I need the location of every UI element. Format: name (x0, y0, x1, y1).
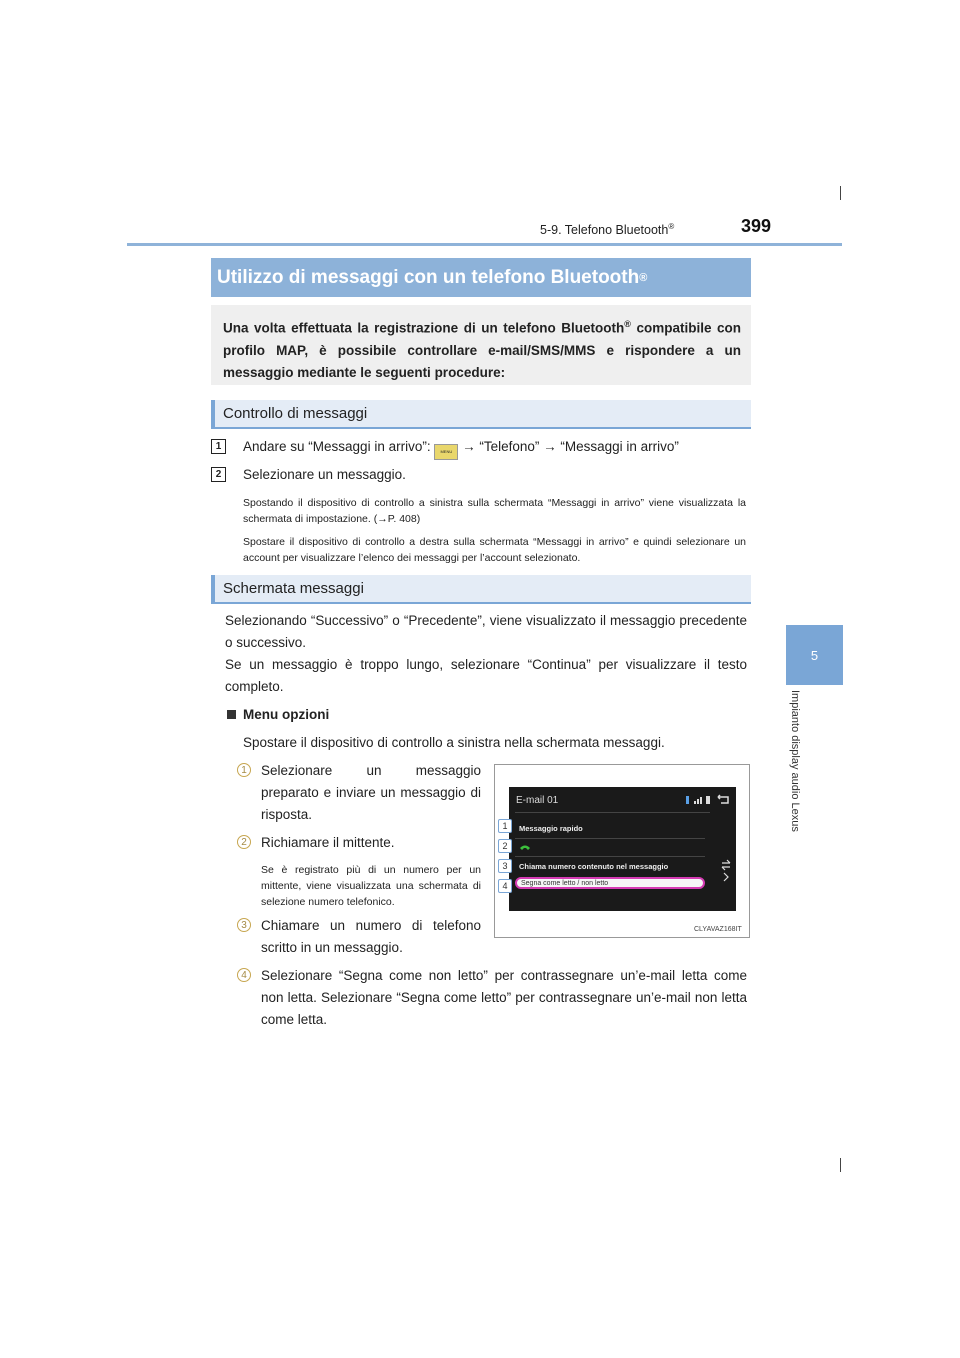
callout-number: 1 (498, 819, 512, 833)
item-number: 4 (237, 968, 251, 982)
chapter-label: Impianto display audio Lexus (789, 690, 801, 832)
paragraph-1: Selezionando “Successivo” o “Precedente”, viene visualizzato il messaggio precedente o successivo. (225, 613, 747, 650)
item-3-text: Chiamare un numero di telefono scritto in un messaggio. (261, 918, 481, 955)
screen-title: E-mail 01 (516, 795, 559, 806)
crop-mark (840, 186, 841, 200)
step-1-text: Andare su “Messaggi in arrivo”: MENU → “Telefono” → “Messaggi in arrivo” (243, 436, 748, 460)
step-number: 1 (211, 439, 226, 454)
step-number: 2 (211, 467, 226, 482)
section-heading-controllo: Controllo di messaggi (211, 400, 751, 429)
intro-box: Una volta effettuata la registrazione di un telefono Bluetooth® compatibile con profilo MAP, è possibile controllare e-mail/SMS/MMS e rispondere a un messaggio mediante le seguenti procedure: (211, 305, 751, 385)
step-2-text: Selezionare un messaggio. (243, 467, 406, 482)
item-2-note: Se è registrato più di un numero per un mittente, viene visualizzata una schermata di selezione numero telefonico. (261, 864, 481, 908)
menu-options-heading: Menu opzioni (243, 707, 330, 722)
item-number: 3 (237, 918, 251, 932)
mark-read-row[interactable]: Segna come letto / non letto (515, 877, 705, 889)
crop-mark (840, 1158, 841, 1172)
paragraph-2: Se un messaggio è troppo lungo, selezionare “Continua” per visualizzare il testo completo. (225, 657, 747, 694)
battery-icon (706, 796, 710, 804)
square-bullet-icon (227, 710, 236, 719)
item-1-text: Selezionare un messaggio preparato e inviare un messaggio di risposta. (261, 763, 481, 822)
page-number: 399 (741, 216, 772, 236)
callout-number: 2 (498, 839, 512, 853)
chapter-tab: 5 (786, 625, 843, 685)
item-number: 2 (237, 835, 251, 849)
item-number: 1 (237, 763, 251, 777)
callout-number: 4 (498, 879, 512, 893)
callout-number: 3 (498, 859, 512, 873)
item-2-text: Richiamare il mittente. (261, 835, 395, 850)
scroll-arrows-icon[interactable] (720, 858, 732, 882)
note-1: Spostando il dispositivo di controllo a sinistra sulla schermata “Messaggi in arrivo” viene visualizzata la schermata di impostazione. (→P. 408) (243, 497, 746, 525)
bluetooth-icon (686, 796, 689, 804)
figure-code: CLYAVAZ168IT (694, 926, 742, 933)
phone-icon[interactable] (519, 843, 531, 851)
status-icons (684, 794, 732, 806)
menu-button-icon: MENU (434, 444, 458, 460)
quick-message-row[interactable]: Messaggio rapido (519, 824, 583, 833)
signal-icon (694, 801, 696, 804)
page-title: Utilizzo di messaggi con un telefono Bluetooth ® (211, 258, 751, 297)
section-heading-schermata: Schermata messaggi (211, 575, 751, 604)
note-2: Spostare il dispositivo di controllo a destra sulla schermata “Messaggi in arrivo” e quindi selezionare un account per visualizzare l’elenco dei messaggi per l’account selezionato. (243, 536, 746, 564)
item-4-text: Selezionare “Segna come non letto” per contrassegnare un’e-mail letta come non letta. Selezionare “Segna come letto” per contrassegnare un’e-mail non letta come letta. (261, 968, 747, 1027)
call-number-row[interactable]: Chiama numero contenuto nel messaggio (519, 862, 669, 871)
running-header-section: 5-9. Telefono Bluetooth® (540, 222, 675, 238)
menu-options-intro: Spostare il dispositivo di controllo a sinistra nella schermata messaggi. (243, 735, 665, 750)
header-rule (127, 243, 842, 246)
